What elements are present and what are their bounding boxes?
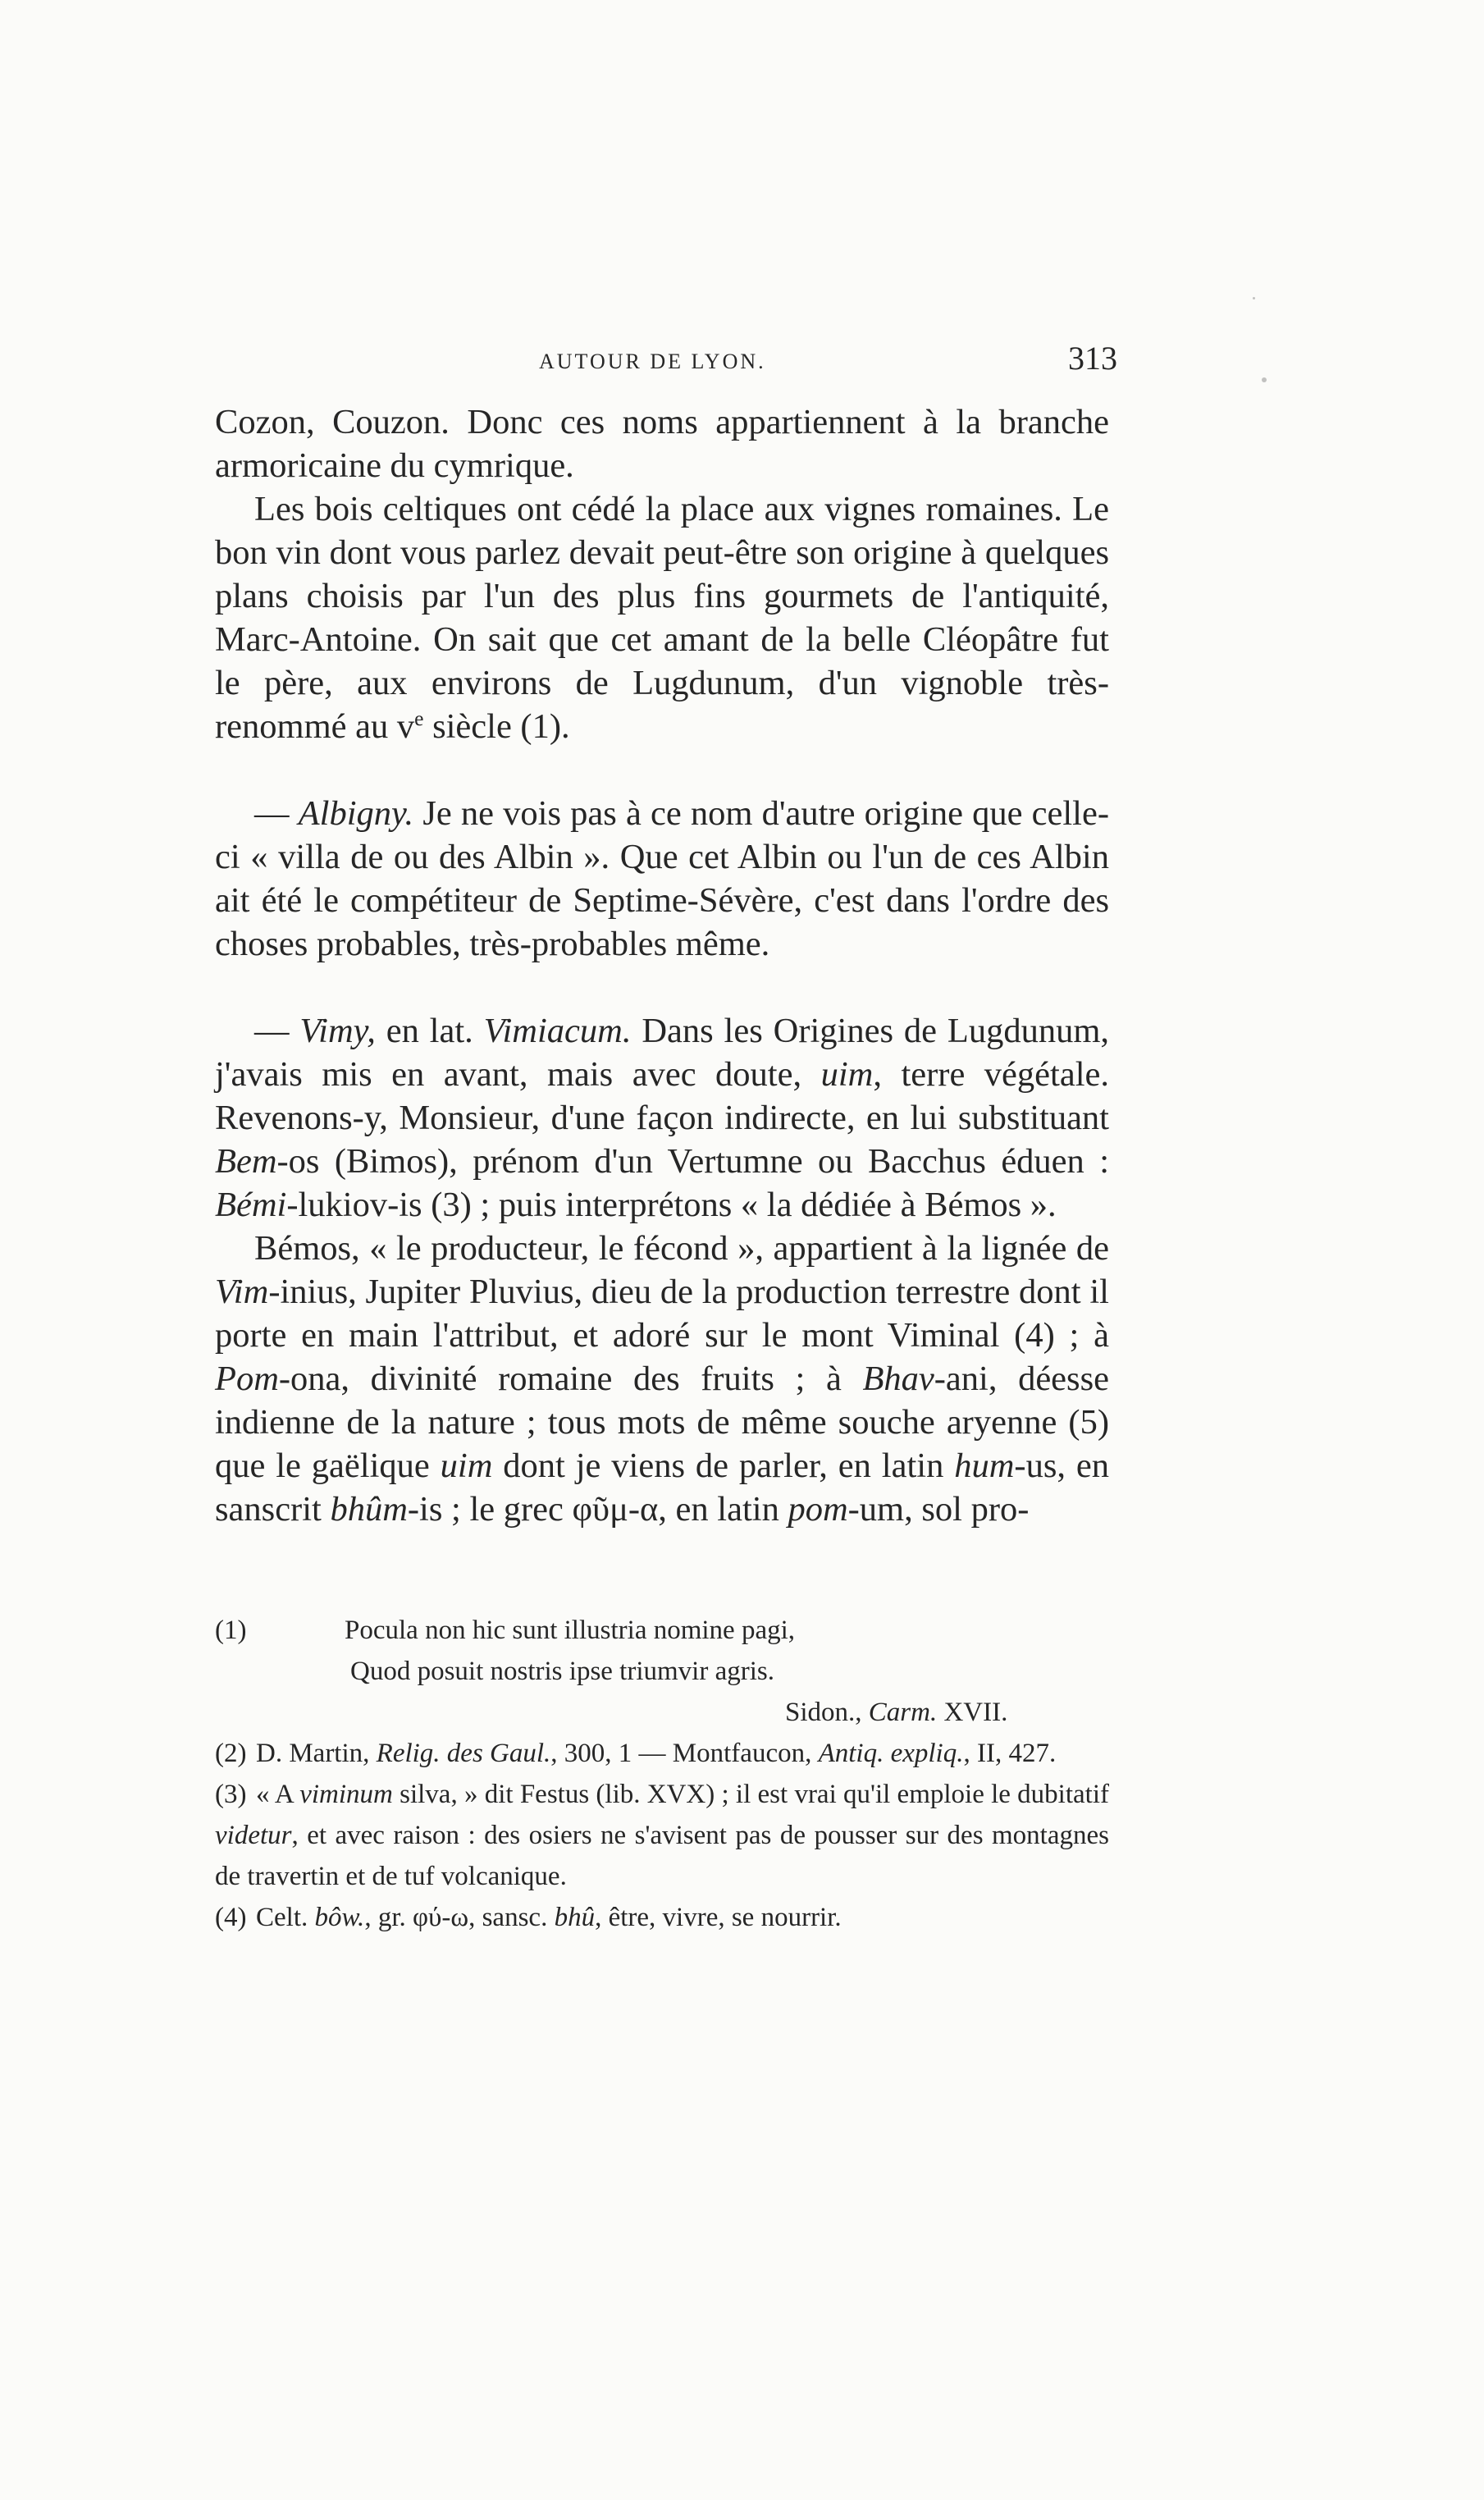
- ink-speck: [1262, 377, 1267, 382]
- footnote-number: (1): [215, 1616, 247, 1645]
- text-run: Les bois celtiques ont cédé la place aux vignes romaines. Le bon vin dont vous parlez devait peut-être son origine à quelques plans choisis par l'un des plus fins gourmets de l'antiquité, Marc-Antoine. On sait que cet amant de la belle Cléopâtre fut le père, aux environs de Lugdunum, d'un vignoble très-renommé au: [215, 490, 1109, 746]
- footnote-3: [215, 1774, 1109, 1897]
- poem-line: [215, 1610, 795, 1651]
- poem-line: Quod posuit nostris ipse triumvir agris.: [350, 1657, 774, 1686]
- latin-term: Vimiacum.: [483, 1012, 632, 1050]
- term: uim: [440, 1447, 493, 1485]
- text-run: -inius, Jupiter Pluvius, dieu de la production terrestre dont il porte en main l'attribut, et adoré sur le mont Viminal (4) ; à: [215, 1273, 1109, 1355]
- text-run: -ani, déesse indienne de la nature ; tous mots de même souche aryenne (5) que le gaëlique: [215, 1360, 1109, 1485]
- text-run: -ona, divinité romaine des fruits ; à: [278, 1360, 863, 1398]
- text-run: , II, 427.: [963, 1739, 1057, 1768]
- text-run: dont je viens de parler, en latin: [492, 1447, 955, 1485]
- text-run: -is ; le grec: [407, 1490, 573, 1529]
- place-name: Albigny.: [298, 794, 414, 833]
- greek-term: φῦμ-α: [572, 1490, 659, 1529]
- poem-source: [785, 1692, 1007, 1733]
- text-run: , être, vivre, se nourrir.: [595, 1903, 842, 1932]
- footnote-1: [215, 1610, 1109, 1733]
- place-name: Vimy,: [299, 1012, 376, 1050]
- text-run: « A: [256, 1780, 300, 1809]
- footnote-number: (2): [215, 1739, 247, 1768]
- em-dash: —: [254, 1012, 300, 1050]
- running-title: AUTOUR DE LYON.: [539, 350, 766, 373]
- text-run: Dans les Origines de Lugdunum, j'avais mis en avant, mais avec doute,: [215, 1012, 1110, 1094]
- text-run: silva, » dit Festus (lib. XVX) ; il est vrai qu'il emploie le dubitatif: [392, 1780, 1109, 1809]
- paragraph: Cozon, Couzon. Donc ces noms appartiennent à la branche armoricaine du cymrique.: [215, 403, 1109, 485]
- footnote-4: [215, 1897, 1109, 1938]
- paragraph: [215, 487, 1109, 748]
- term: hum: [954, 1447, 1015, 1485]
- footnote-number: (3): [215, 1780, 247, 1809]
- term: Pom: [215, 1360, 279, 1398]
- text-run: , 300, 1 — Montfaucon,: [550, 1739, 819, 1768]
- century-numeral: v: [396, 707, 415, 746]
- body-text: [215, 400, 1109, 1531]
- term: Vim: [215, 1273, 269, 1311]
- ink-speck: [1253, 297, 1255, 299]
- term: pom: [788, 1490, 848, 1529]
- em-dash: —: [254, 794, 299, 833]
- text-run: siècle (1).: [423, 707, 570, 746]
- text-run: D. Martin,: [256, 1739, 377, 1768]
- term: bhûm: [330, 1490, 408, 1529]
- term: Bhav: [862, 1360, 934, 1398]
- paragraph-bemos: [215, 1227, 1109, 1531]
- text-run: Bémos, « le producteur, le fécond », appartient à la lignée de: [254, 1229, 1109, 1268]
- text-run: , sansc.: [468, 1903, 555, 1932]
- footnote-2: [215, 1733, 1109, 1774]
- text-run: -os (Bimos), prénom d'un Vertumne ou Bacchus éduen :: [276, 1142, 1109, 1181]
- term: Bem: [215, 1142, 277, 1181]
- work-title: Carm.: [868, 1698, 938, 1727]
- superscript: e: [414, 706, 424, 730]
- text-run: -um, sol pro-: [847, 1490, 1030, 1529]
- text-run: Je ne vois pas à ce nom d'autre origine que celle-ci « villa de ou des Albin ». Que cet Albin ou l'un de ces Albin ait été le compétiteur de Septime-Sévère, c'est dans l'ordre des choses probables, très-probables même.: [215, 794, 1110, 963]
- term: Bémi: [215, 1186, 287, 1224]
- term: bôw.: [314, 1903, 365, 1932]
- text-run: , gr.: [364, 1903, 413, 1932]
- term: bhû: [554, 1903, 596, 1932]
- term: viminum: [299, 1780, 393, 1809]
- text-run: XVII.: [937, 1698, 1008, 1727]
- text-run: Celt.: [256, 1903, 315, 1932]
- text-run: , et avec raison : des osiers ne s'avisent pas de pousser sur des montagnes de travertin et de tuf volcanique.: [215, 1821, 1109, 1891]
- page-number: 313: [1068, 340, 1117, 377]
- text-run: -us, en sanscrit: [215, 1447, 1109, 1529]
- paragraph-albigny: [215, 792, 1109, 966]
- work-title: Relig. des Gaul.: [376, 1739, 551, 1768]
- text-run: , en latin: [658, 1490, 788, 1529]
- work-title: Antiq. expliq.: [818, 1739, 964, 1768]
- text-run: Sidon.,: [785, 1698, 869, 1727]
- text-run: -lukiov-is (3) ; puis interprétons « la dédiée à Bémos ».: [286, 1186, 1057, 1224]
- paragraph-vimy: [215, 1009, 1109, 1227]
- greek-term: φύ-ω: [412, 1903, 469, 1932]
- footnotes: [215, 1610, 1109, 1938]
- term: videtur: [215, 1821, 292, 1850]
- text-run: , terre végétale. Revenons-y, Monsieur, d'une façon indirecte, en lui substituant: [215, 1055, 1109, 1137]
- text-run: en lat.: [375, 1012, 484, 1050]
- verse: Pocula non hic sunt illustria nomine pagi,: [345, 1616, 796, 1645]
- term: uim: [820, 1055, 874, 1094]
- footnote-number: (4): [215, 1903, 247, 1932]
